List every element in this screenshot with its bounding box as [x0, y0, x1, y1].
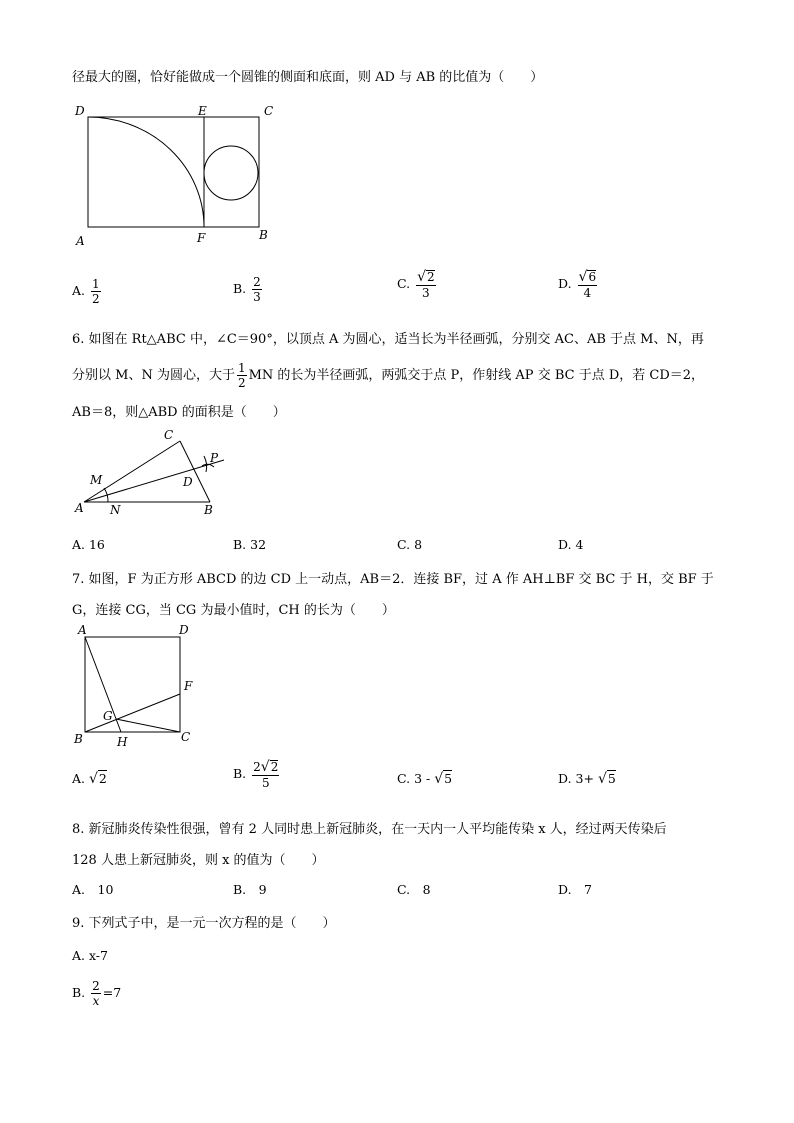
- q8-option-c[interactable]: C. 8: [397, 882, 431, 897]
- q5-label-e: E: [198, 104, 207, 118]
- fraction: $\frac{√6}{4}$: [578, 269, 597, 300]
- q5-text: 径最大的圈，恰好能做成一个圆锥的侧面和底面，则 AD 与 AB 的比值为（ ）: [72, 70, 544, 85]
- q5-option-b[interactable]: [233, 276, 264, 303]
- q7-option-a[interactable]: A. √2: [72, 771, 107, 787]
- q7-line1: 7. 如图，F 为正方形 ABCD 的边 CD 上一动点，AB＝2．连接 BF，过 A 作 AH⊥BF 交 BC 于 H，交 BF 于: [72, 572, 714, 587]
- q9-option-a[interactable]: A. x-7: [72, 948, 108, 963]
- q7-line-bf: [85, 694, 180, 732]
- option-label: D.: [558, 276, 572, 291]
- q7-label-g: G: [103, 709, 113, 723]
- q6-label-m: M: [90, 473, 103, 487]
- q9-line1: 9. 下列式子中，是一元一次方程的是（ ）: [72, 916, 336, 931]
- q5-option-d[interactable]: [558, 270, 599, 299]
- option-label: B.: [233, 281, 247, 296]
- fraction: $\frac{1}{2}$: [237, 361, 246, 390]
- q6-ray-ap: [84, 460, 224, 502]
- q6-option-a[interactable]: A. 16: [72, 537, 105, 552]
- q6-option-c[interactable]: C. 8: [397, 537, 423, 552]
- q5-label-f: F: [197, 231, 206, 245]
- q8-option-a[interactable]: A. 10: [72, 882, 114, 897]
- q5-arc-df: [88, 117, 204, 227]
- q6-side-ac: [84, 441, 180, 502]
- q7-label-f: F: [184, 679, 193, 693]
- q7-option-b[interactable]: [233, 760, 281, 789]
- q5-option-c[interactable]: [397, 270, 438, 299]
- fraction: $\frac{2√2}{5}$: [253, 759, 279, 790]
- q8-option-b[interactable]: B. 9: [233, 882, 267, 897]
- option-label: C.: [397, 276, 411, 291]
- q7-square-abcd: [85, 637, 180, 732]
- q7-option-c[interactable]: C. 3 - √5: [397, 771, 453, 787]
- q6-label-a: A: [75, 501, 84, 515]
- q5-option-a[interactable]: [72, 278, 103, 305]
- q7-line2: G，连接 CG，当 CG 为最小值时，CH 的长为（ ）: [72, 603, 395, 618]
- q7-figure: [70, 622, 200, 752]
- q7-label-d: D: [179, 623, 189, 637]
- q6-option-b[interactable]: B. 32: [233, 537, 267, 552]
- q7-line-gc: [116, 719, 180, 732]
- q6-option-d[interactable]: D. 4: [558, 537, 584, 552]
- fraction: $\frac{√2}{3}$: [417, 269, 435, 300]
- q7-label-h: H: [117, 735, 128, 749]
- q6-label-c: C: [164, 428, 174, 442]
- q6-label-n: N: [110, 503, 121, 517]
- q7-label-a: A: [78, 623, 87, 637]
- q6-line2: 分别以 M、N 为圆心，大于 $\frac{1}{2}$ MN 的长为半径画弧，两弧交于点 P，作射线 AP 交 BC 于点 D，若 CD＝2，: [72, 361, 705, 390]
- q6-label-p: P: [210, 451, 219, 465]
- q5-label-a: A: [76, 234, 85, 248]
- q5-circle: [204, 146, 258, 200]
- option-label: B.: [233, 766, 247, 781]
- q7-option-d[interactable]: D. 3+ √5: [558, 771, 616, 787]
- fraction: $\frac{2}{3}$: [253, 275, 261, 304]
- q6-label-d: D: [183, 475, 193, 489]
- fraction: $\frac{2}{x}$: [92, 979, 100, 1008]
- q6-label-b: B: [204, 503, 213, 517]
- q8-line1: 8. 新冠肺炎传染性很强，曾有 2 人同时患上新冠肺炎，在一天内一人平均能传染 x 人，经过两天传染后: [72, 822, 667, 837]
- q7-label-c: C: [181, 730, 191, 744]
- q5-label-d: D: [75, 104, 85, 118]
- option-label: A.: [72, 771, 86, 786]
- option-label: B.: [72, 985, 86, 1000]
- q5-rectangle-abcd: [88, 117, 259, 227]
- q6-figure: [70, 428, 240, 520]
- q5-figure: [70, 98, 280, 248]
- q6-line1: 6. 如图在 Rt△ABC 中，∠C＝90°，以顶点 A 为圆心，适当长为半径画弧，分别交 AC、AB 于点 M、N，再: [72, 332, 704, 347]
- option-label: A.: [72, 283, 86, 298]
- option-label: D. 3+: [558, 771, 594, 786]
- q8-option-d[interactable]: D. 7: [558, 882, 593, 897]
- q7-label-b: B: [74, 732, 83, 746]
- q5-label-b: B: [259, 228, 268, 242]
- option-label: C. 3 -: [397, 771, 431, 786]
- q6-line3: AB＝8，则△ABD 的面积是（ ）: [72, 405, 286, 420]
- q5-label-c: C: [264, 104, 274, 118]
- fraction: $\frac{1}{2}$: [92, 277, 100, 306]
- q8-line2: 128 人患上新冠肺炎，则 x 的值为（ ）: [72, 853, 325, 868]
- q9-option-b[interactable]: B. $\frac{2}{x}$ =7: [72, 979, 122, 1008]
